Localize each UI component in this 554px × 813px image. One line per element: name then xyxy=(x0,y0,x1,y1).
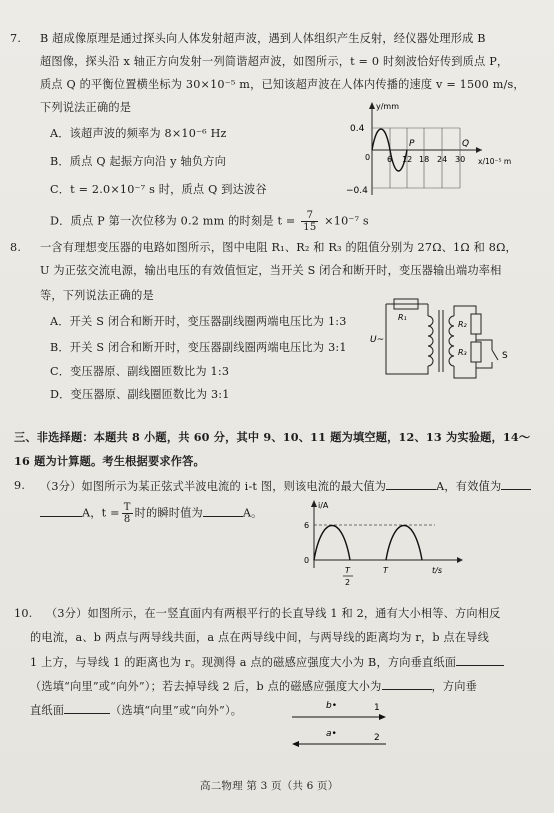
q9-time-numerator: T xyxy=(123,502,131,513)
q7-option-d xyxy=(50,210,369,233)
q9-i-axis-arrow xyxy=(311,500,317,507)
q9-max-value-blank[interactable] xyxy=(386,478,436,490)
q7-tick-6: 6 xyxy=(387,155,393,164)
q7-y-axis-label: y/mm xyxy=(376,102,400,111)
q10-stem-line1: （3分）如图所示，在一竖直面内有两根平行的长直导线 1 和 2，通有大小相等、方向相反 xyxy=(46,607,501,620)
q7-x-axis-label: x/10⁻⁵ m xyxy=(478,157,512,166)
q7-option-d-denominator: 15 xyxy=(303,222,317,233)
q10-direction-b-blank[interactable] xyxy=(64,702,110,714)
q7-stem-line4: 下列说法正确的是 xyxy=(40,101,132,114)
q10-wire-figure xyxy=(290,690,400,750)
q9-half-wave-1 xyxy=(314,526,350,561)
q8-r3-label: R₃ xyxy=(458,348,467,357)
q8-switch-s[interactable] xyxy=(492,350,498,360)
q9-i-axis-label: i/A xyxy=(318,501,329,510)
q8-transformer-circuit xyxy=(368,296,528,392)
q10-wire-2-label: 2 xyxy=(374,733,380,743)
q8-option-d: D．变压器原、副线圈匝数比为 3:1 xyxy=(50,388,230,401)
q7-origin-label: 0 xyxy=(365,153,371,162)
q10-stem-line3 xyxy=(30,654,504,671)
q7-stem-line3: 质点 Q 的平衡位置横坐标为 30×10⁻⁵ m，已知该超声波在人体内传播的速度 v = 1500 m/s， xyxy=(40,78,525,91)
q10-stem-line4-text: （选填“向里”或“向外”）；若去掉导线 2 后，b 点的磁感应强度大小为 xyxy=(30,680,382,693)
q7-stem-line1: B 超成像原理是通过探头向人体发射超声波，遇到人体组织产生反射，经仪器处理形成 B xyxy=(40,32,486,45)
q7-option-d-text: D．质点 P 第一次位移为 0.2 mm 的时刻是 t = xyxy=(50,214,296,228)
q7-point-p-label: P xyxy=(409,139,415,149)
q9-max-label: 6 xyxy=(304,521,310,530)
q7-stem-line2: 超图像，探头沿 x 轴正方向发射一列简谐超声波，如图所示，t = 0 时刻波恰好传到质点 P， xyxy=(40,55,509,68)
q8-switch-label: S xyxy=(502,351,508,361)
page-footer: 高二物理 第 3 页（共 6 页） xyxy=(200,780,339,792)
q7-y-neg-label: −0.4 xyxy=(346,186,368,196)
q8-primary-coil xyxy=(428,316,433,366)
q10-point-a-label: a• xyxy=(326,729,337,739)
q9-line2 xyxy=(40,502,263,525)
q9-line1-suffix: A，有效值为 xyxy=(436,480,502,493)
q8-stem-line3: 等，下列说法正确的是 xyxy=(40,289,154,302)
q8-stem-line1: 一含有理想变压器的电路如图所示，图中电阻 R₁、R₂ 和 R₃ 的阻值分别为 27Ω、1Ω 和 8Ω， xyxy=(40,241,517,254)
q10-number: 10. xyxy=(14,607,33,620)
q9-half-period-numerator: T xyxy=(345,566,350,575)
q9-line2-mid: 时的瞬时值为 xyxy=(134,506,203,520)
section3-heading-line1: 三、非选择题：本题共 8 小题，共 60 分，其中 9、10、11 题为填空题，12、13 为实验题，14～ xyxy=(14,430,531,444)
q9-half-wave-2 xyxy=(386,526,422,561)
q9-number: 9. xyxy=(14,479,26,492)
q9-effective-value-blank-cont[interactable] xyxy=(40,505,82,517)
q9-it-graph xyxy=(300,496,465,592)
q9-line1 xyxy=(40,478,531,495)
q7-option-a: A．该超声波的频率为 8×10⁻⁶ Hz xyxy=(50,127,227,140)
q9-t-axis-arrow xyxy=(457,557,463,563)
q10-wire-1-arrow xyxy=(379,714,386,720)
q10-stem-line4-suffix: ，方向垂 xyxy=(431,680,478,693)
q8-resistor-r3 xyxy=(471,342,481,362)
q8-number: 8. xyxy=(10,241,22,254)
q10-direction-a-blank[interactable] xyxy=(456,654,504,666)
q9-effective-value-blank[interactable] xyxy=(501,478,531,490)
q7-option-d-unit: ×10⁻⁷ s xyxy=(324,214,369,228)
q7-wave-graph xyxy=(342,100,542,200)
q9-instant-value-blank[interactable] xyxy=(203,505,243,517)
q10-wire-1-label: 1 xyxy=(374,703,380,713)
q8-option-c: C．变压器原、副线圈匝数比为 1:3 xyxy=(50,365,230,378)
q9-line2-end: A。 xyxy=(242,506,263,520)
q7-y-pos-label: 0.4 xyxy=(350,124,365,134)
q10-point-b-label: b• xyxy=(326,701,338,711)
q9-origin-label: 0 xyxy=(304,556,310,565)
q7-point-q-label: Q xyxy=(462,139,470,149)
q7-tick-30: 30 xyxy=(455,155,466,164)
q10-magnitude-b-blank[interactable] xyxy=(382,678,432,690)
q10-stem-line5-text: 直纸面 xyxy=(30,704,65,717)
q10-wire-2-arrow xyxy=(292,741,299,747)
q7-number: 7. xyxy=(10,32,22,45)
q8-r1-label: R₁ xyxy=(398,313,407,322)
q7-tick-12: 12 xyxy=(402,155,413,164)
q9-line2-text: A，t = xyxy=(82,506,120,520)
q7-y-axis-arrow xyxy=(369,102,375,109)
q9-period-label: T xyxy=(383,566,388,575)
q8-source-label: U~ xyxy=(370,335,385,345)
q7-option-c: C．t = 2.0×10⁻⁷ s 时，质点 Q 到达波谷 xyxy=(50,183,267,196)
q7-tick-24: 24 xyxy=(437,155,448,164)
q10-stem-line5 xyxy=(30,702,242,719)
q8-option-a: A．开关 S 闭合和断开时，变压器副线圈两端电压比为 1:3 xyxy=(50,315,347,328)
section3-heading-line2: 16 题为计算题。考生根据要求作答。 xyxy=(14,454,205,468)
q9-time-denominator: 8 xyxy=(123,514,131,525)
q9-line1-text: （3分）如图所示为某正弦式半波电流的 i-t 图，则该电流的最大值为 xyxy=(40,480,387,493)
q7-option-b: B．质点 Q 起振方向沿 y 轴负方向 xyxy=(50,155,226,168)
q8-stem-line2: U 为正弦交流电源，输出电压的有效值恒定，当开关 S 闭合和断开时，变压器输出端功率相 xyxy=(40,264,502,277)
q10-stem-line4 xyxy=(30,678,477,695)
q10-stem-line2: 的电流，a、b 两点与两导线共面，a 点在两导线中间，与两导线的距离均为 r，b 点在导线 xyxy=(30,631,489,644)
q7-x-axis-arrow xyxy=(476,147,482,153)
q8-option-b: B．开关 S 闭合和断开时，变压器副线圈两端电压比为 3:1 xyxy=(50,341,347,354)
q7-option-d-numerator: 7 xyxy=(301,210,318,222)
q9-half-period-denominator: 2 xyxy=(345,578,351,587)
q8-secondary-coil xyxy=(449,316,454,366)
q8-resistor-r2 xyxy=(471,314,481,334)
q9-time-fraction xyxy=(122,502,133,525)
q10-stem-line3-text: 1 上方，与导线 1 的距离也为 r。现测得 a 点的磁感应强度大小为 B，方向垂直纸面 xyxy=(30,656,457,669)
q7-tick-18: 18 xyxy=(419,155,430,164)
q8-r2-label: R₂ xyxy=(458,320,467,329)
q10-stem-line5-suffix: （选填“向里”或“向外”）。 xyxy=(110,704,243,717)
q7-option-d-fraction xyxy=(301,210,318,233)
q9-t-axis-label: t/s xyxy=(432,566,442,575)
